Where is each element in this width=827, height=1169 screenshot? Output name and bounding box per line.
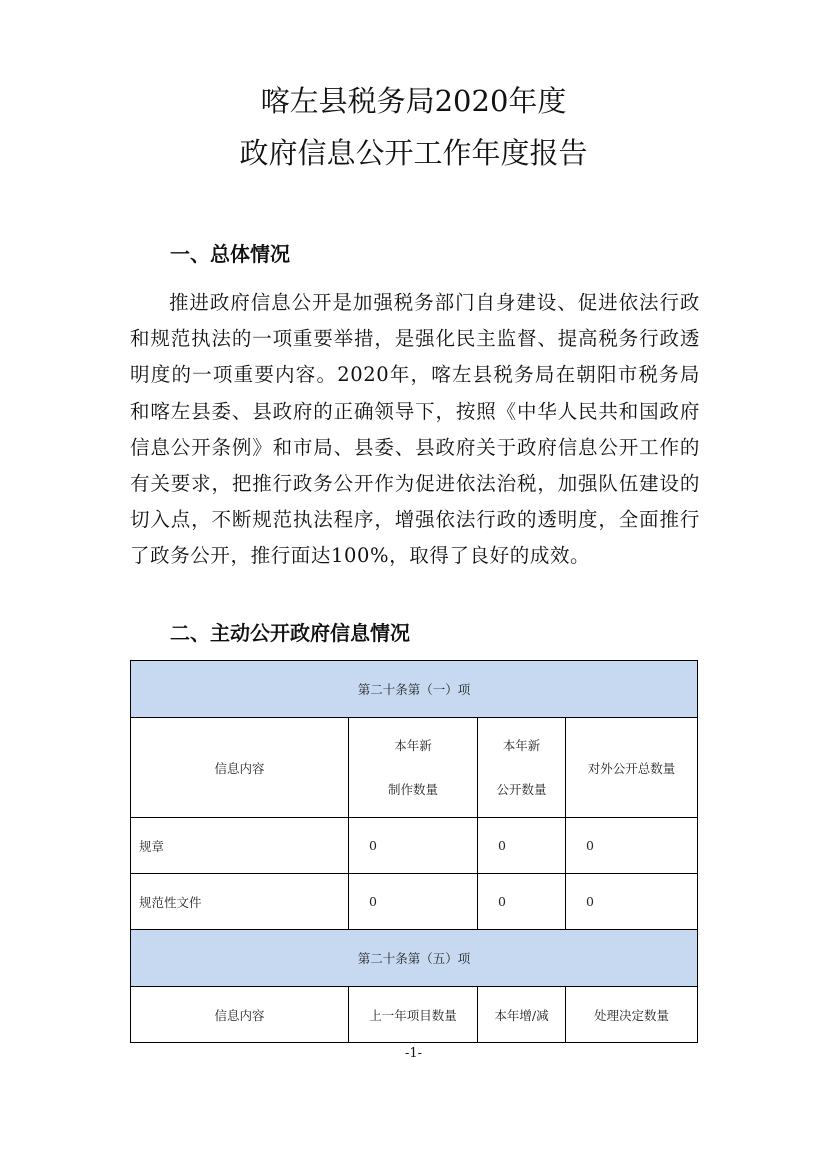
- header-a-new-published-line2: 公开数量: [496, 781, 547, 797]
- row-label: 规章: [131, 818, 349, 874]
- table-header-row-a: [131, 718, 698, 818]
- header-b-info-content: 信息内容: [131, 987, 349, 1043]
- row-total: 0: [566, 818, 698, 874]
- section-b-title: 第二十条第（五）项: [131, 930, 698, 987]
- table-row: [131, 818, 698, 874]
- document-title-line1: 喀左县税务局2020年度: [260, 84, 567, 118]
- header-b-change: 本年增/减: [478, 987, 566, 1043]
- header-a-info-content: 信息内容: [131, 718, 349, 818]
- row-published: 0: [478, 874, 566, 930]
- table-header-row-b: [131, 987, 698, 1043]
- row-made: 0: [349, 818, 478, 874]
- row-total: 0: [566, 874, 698, 930]
- header-a-new-made-line1: 本年新: [394, 737, 432, 753]
- row-made: 0: [349, 874, 478, 930]
- header-a-new-made-line2: 制作数量: [387, 781, 438, 797]
- section-a-header-row: [131, 661, 698, 718]
- header-a-new-published: [478, 718, 566, 818]
- header-b-decision-count: 处理决定数量: [566, 987, 698, 1043]
- table-row: [131, 874, 698, 930]
- disclosure-table: [130, 660, 698, 1043]
- document-title-line2: 政府信息公开工作年度报告: [239, 136, 588, 170]
- section1-paragraph: 推进政府信息公开是加强税务部门自身建设、促进依法行政和规范执法的一项重要举措，是强化民主监督、提高税务行政透明度的一项重要内容。2020年，喀左县税务局在朝阳市税务局和喀左县委、县政府的正确领导下，按照《中华人民共和国政府信息公开条例》和市局、县委、县政府关于政府信息公开工作的有关要求，把推行政务公开作为促进依法治税，加强队伍建设的切入点，不断规范执法程序，增强依法行政的透明度，全面推行了政务公开，推行面达100%，取得了良好的成效。: [130, 291, 700, 568]
- header-a-new-made: [349, 718, 478, 818]
- row-published: 0: [478, 818, 566, 874]
- header-b-prev-year-count: 上一年项目数量: [349, 987, 478, 1043]
- section2-heading: 二、主动公开政府信息情况: [170, 621, 410, 645]
- page-number: -1-: [404, 1046, 423, 1061]
- section-a-title: 第二十条第（一）项: [131, 661, 698, 718]
- header-a-total-published: 对外公开总数量: [566, 718, 698, 818]
- section1-heading: 一、总体情况: [170, 242, 290, 266]
- row-label: 规范性文件: [131, 874, 349, 930]
- section-b-header-row: [131, 930, 698, 987]
- header-a-new-published-line1: 本年新: [502, 737, 541, 753]
